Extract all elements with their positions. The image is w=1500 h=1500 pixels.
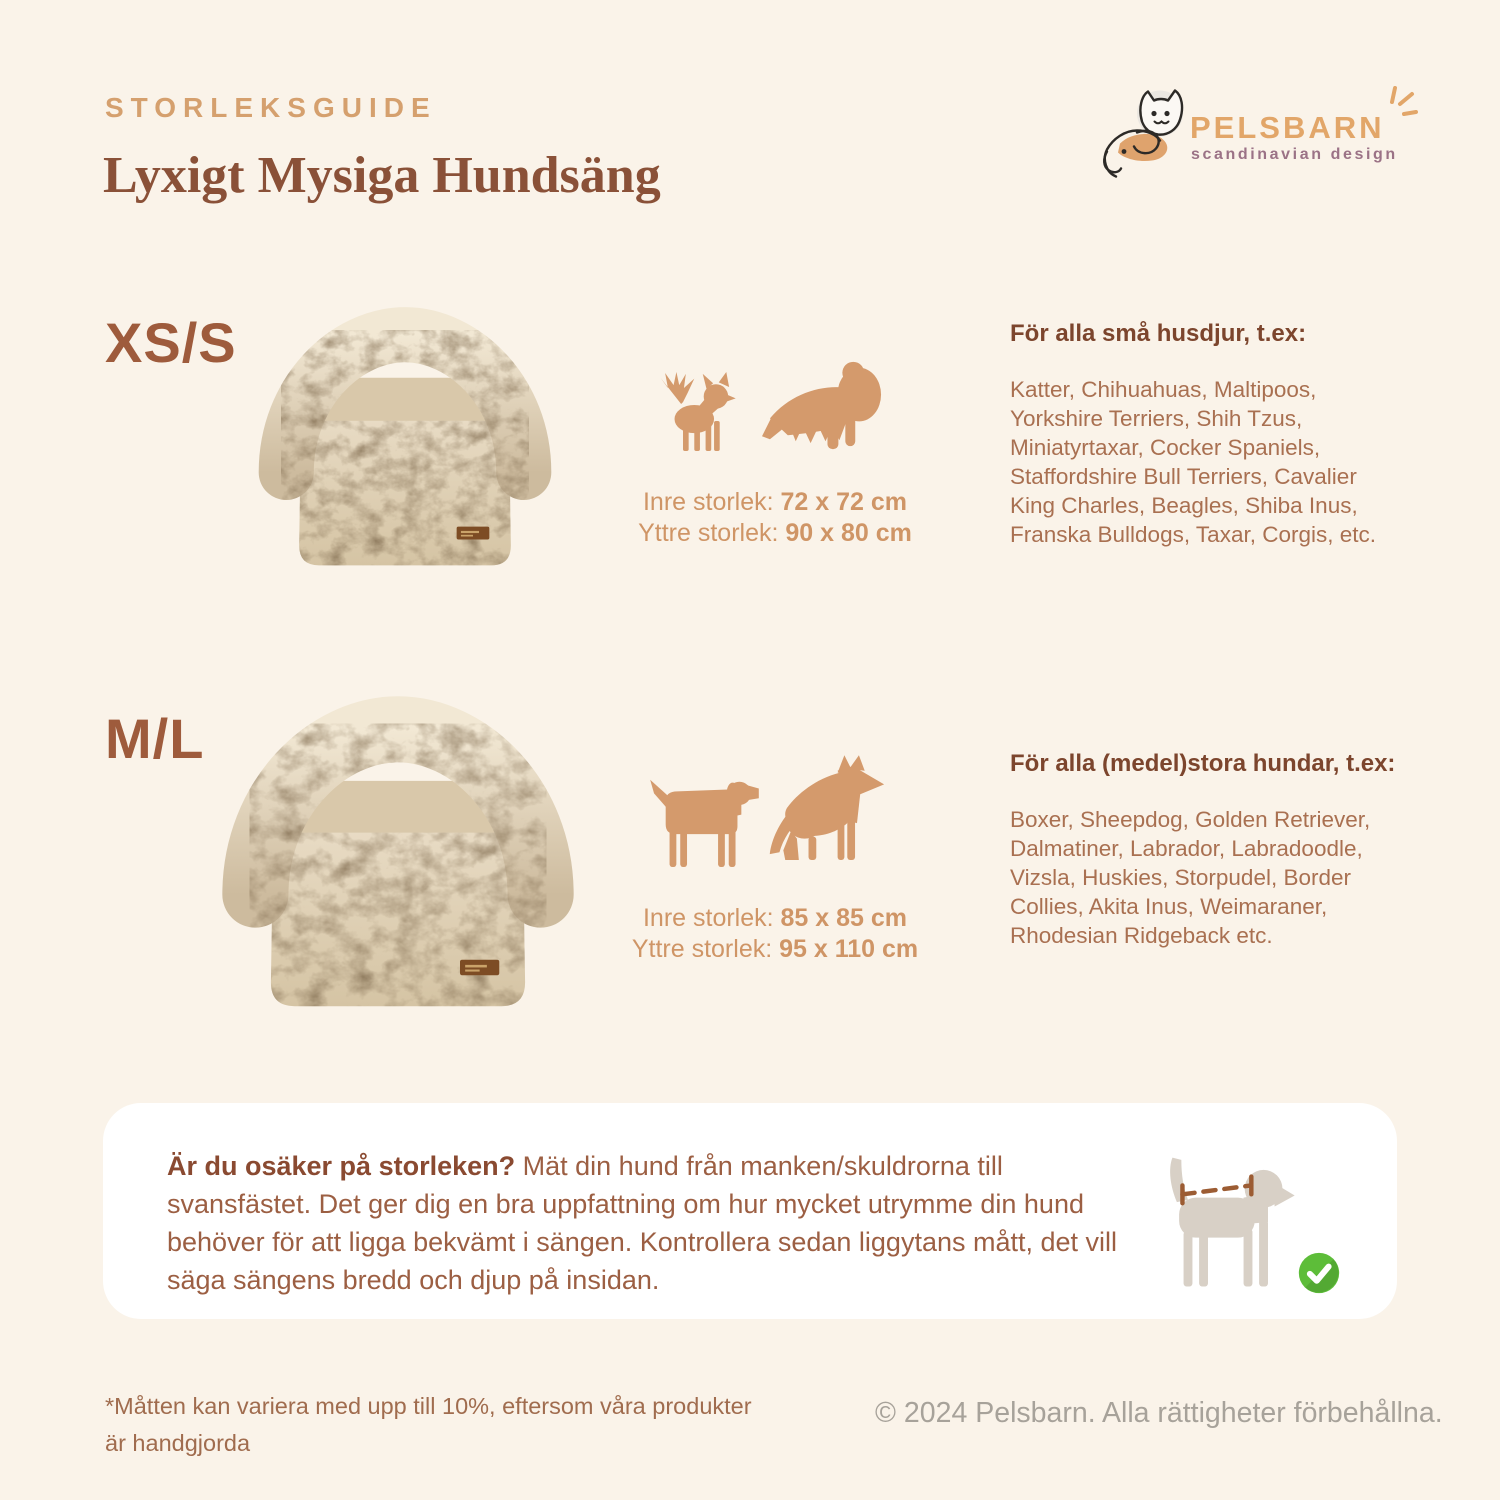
guide-eyebrow: STORLEKSGUIDE (105, 92, 437, 123)
dimensions-m-l: Inre storlek: 85 x 85 cm Yttre storlek: 95 x 110 cm (631, 904, 919, 963)
chihuahua-icon (655, 372, 743, 452)
audience-xs-s (1010, 320, 1405, 549)
measuring-tip-text: Är du osäker på storleken? Mät din hund från manken/skuldrorna till svansfästet. Det ger dig en bra uppfattning om hur mycket utrymme din hund behöver för att ligga bekvämt i sängen. Kontrollera sedan liggytans mått, det vill säga sängens bredd och djup på insidan. (167, 1151, 1118, 1295)
cocker-spaniel-icon (762, 356, 886, 452)
audience-m-l (1010, 750, 1405, 950)
page-title: Lyxigt Mysiga Hundsäng (103, 147, 661, 204)
dimensions-xs-s: Inre storlek: 72 x 72 cm Yttre storlek: 90 x 80 cm (638, 488, 912, 547)
german-shepherd-icon (762, 754, 888, 868)
sparkle-icon (1384, 86, 1420, 120)
cat-dog-lineart-icon (1100, 80, 1195, 188)
checkmark-icon (1297, 1251, 1341, 1295)
size-label-xs-s: XS/S (105, 311, 237, 374)
footer-disclaimer: *Måtten kan variera med upp till 10%, eftersom våra produkter är handgjorda (105, 1393, 752, 1456)
size-label-m-l: M/L (105, 707, 205, 770)
brand-tagline: scandinavian design (1191, 146, 1398, 163)
audience-heading: För alla (medel)stora hundar, t.ex: (1010, 750, 1396, 777)
dog-bed-ml-image (212, 690, 584, 1031)
audience-heading: För alla små husdjur, t.ex: (1010, 320, 1307, 347)
dog-bed-xs-image (250, 302, 560, 586)
measuring-tip-box (103, 1103, 1397, 1319)
audience-list: Boxer, Sheepdog, Golden Retriever, Dalmatiner, Labrador, Labradoodle, Vizsla, Huskies, Storpudel, Border Collies, Akita Inus, Weimaraner, Rhodesian Ridgeback etc. (1010, 807, 1371, 948)
dog-measure-icon (1148, 1151, 1298, 1301)
footer-copyright: © 2024 Pelsbarn. Alla rättigheter förbehållna. (875, 1397, 1443, 1429)
pelsbarn-logo (1100, 80, 1420, 195)
audience-list: Katter, Chihuahuas, Maltipoos, Yorkshire Terriers, Shih Tzus, Miniatyrtaxar, Cocker Spaniels, Staffordshire Bull Terriers, Cavalier King Charles, Beagles, Shiba Inus, Franska Bulldogs, Taxar, Corgis, etc. (1010, 377, 1376, 547)
brand-name: PELSBARN (1190, 110, 1385, 145)
labrador-icon (648, 772, 760, 869)
